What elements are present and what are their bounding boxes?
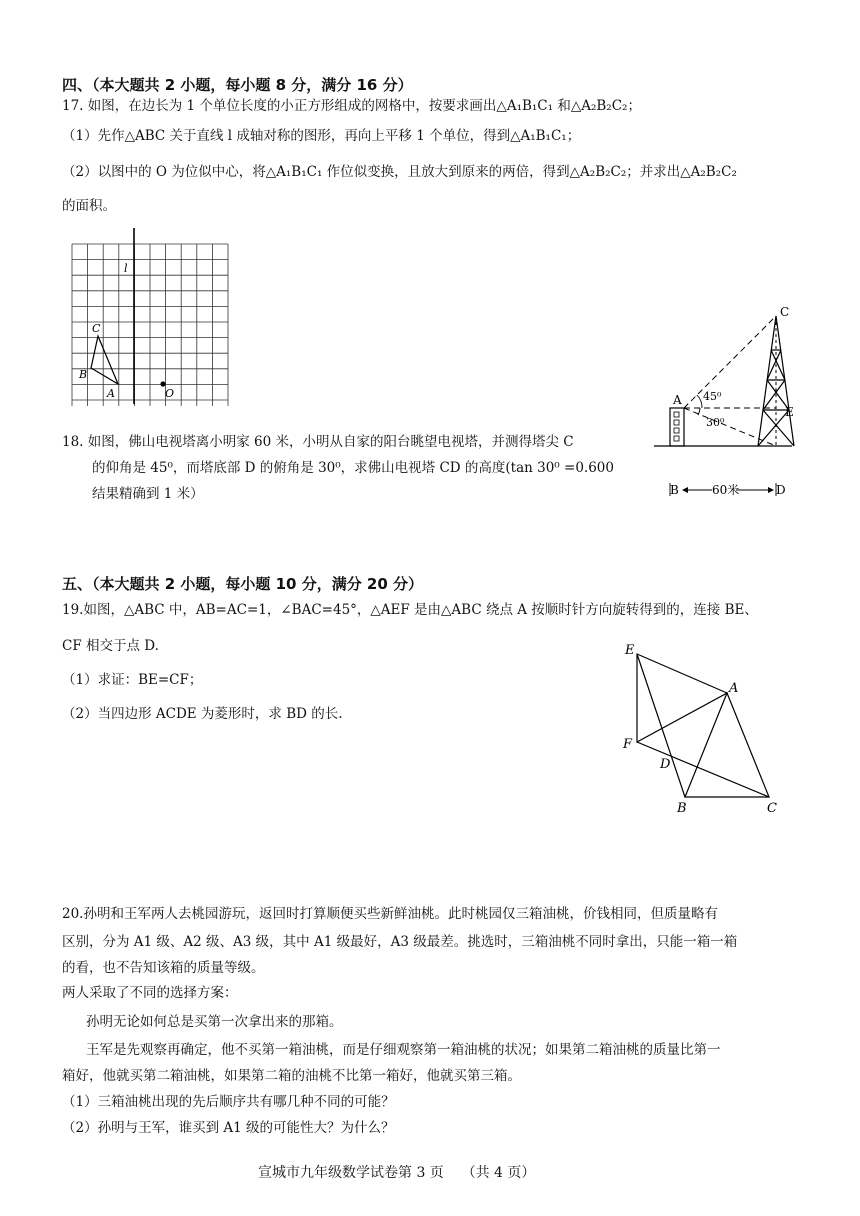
q18-line2: 的仰角是 45⁰，而塔底部 D 的俯角是 30⁰，求佛山电视塔 CD 的高度(tan 30⁰ =0.600: [92, 460, 614, 476]
q20-line1: 20.孙明和王军两人去桃园游玩，返回时打算顺便买些新鲜油桃。此时桃园仅三箱油桃，价钱相同，但质量略有: [62, 906, 718, 922]
label-b: B: [670, 483, 679, 497]
point-o: [160, 381, 165, 386]
q19-part2: （2）当四边形 ACDE 为菱形时，求 BD 的长.: [62, 706, 343, 722]
q20-line4: 两人采取了不同的选择方案：: [62, 985, 238, 1001]
q20-part2: （2）孙明与王军，谁买到 A1 级的可能性大？为什么？: [62, 1120, 395, 1136]
q19-triangle-figure: [615, 638, 790, 818]
q19-line1: 19.如图，△ABC 中，AB=AC=1，∠BAC=45°，△AEF 是由△ABC 绕点 A 按顺时针方向旋转得到的，连接 BE、: [62, 602, 758, 618]
q17-line1: 17. 如图，在边长为 1 个单位长度的小正方形组成的网格中，按要求画出△A₁B₁C₁ 和△A₂B₂C₂；: [62, 98, 641, 114]
label-b: B: [677, 801, 687, 816]
q17-part2b: 的面积。: [62, 198, 116, 214]
label-c: C: [767, 801, 777, 816]
section4-heading: 四、（本大题共 2 小题，每小题 8 分，满分 16 分）: [62, 76, 413, 94]
q20-line5: 孙明无论如何总是买第一次拿出来的那箱。: [86, 1014, 343, 1030]
q20-line7: 箱好，他就买第二箱油桃，如果第二箱的油桃不比第一箱好，他就买第三箱。: [62, 1068, 521, 1084]
distance-label: 60米: [712, 483, 740, 497]
q17-part1: （1）先作△ABC 关于直线 l 成轴对称的图形，再向上平移 1 个单位，得到△A₁B₁C₁；: [62, 128, 581, 144]
label-d: D: [660, 757, 671, 772]
section5-heading: 五、（本大题共 2 小题，每小题 10 分，满分 20 分）: [62, 575, 424, 593]
label-f: F: [623, 737, 633, 752]
q17-part2a: （2）以图中的 O 为位似中心，将△A₁B₁C₁ 作位似变换，且放大到原来的两倍，得到△A₂B₂C₂；并求出△A₂B₂C₂: [62, 164, 737, 180]
label-c: C: [780, 305, 790, 319]
label-a: A: [729, 681, 739, 696]
label-e: E: [625, 643, 635, 658]
label-c: C: [92, 322, 101, 335]
triangle-abc: [91, 336, 118, 384]
q20-line3: 的看，也不告知该箱的质量等级。: [62, 960, 265, 976]
q18-line3: 结果精确到 1 米）: [92, 486, 204, 502]
q18-line1: 18. 如图，佛山电视塔离小明家 60 米，小明从自家的阳台眺望电视塔，并测得塔尖 C: [62, 434, 574, 450]
angle-45: 45⁰: [703, 390, 722, 403]
label-o: O: [165, 387, 175, 400]
q19-line2: CF 相交于点 D.: [62, 638, 159, 654]
label-d: D: [776, 483, 786, 497]
label-b: B: [79, 368, 88, 381]
house: [670, 408, 684, 446]
label-a: A: [673, 393, 682, 407]
label-a: A: [107, 387, 115, 400]
q18-tower-figure: [640, 300, 810, 505]
angle-30: 30⁰: [706, 416, 725, 429]
q20-part1: （1）三箱油桃出现的先后顺序共有哪几种不同的可能？: [62, 1094, 395, 1110]
q20-line6: 王军是先观察再确定，他不买第一箱油桃，而是仔细观察第一箱油桃的状况；如果第二箱油桃的质量比第一: [86, 1042, 721, 1058]
triangle-aef: [637, 654, 727, 742]
label-e: E: [785, 405, 794, 419]
page-footer: 宣城市九年级数学试卷第 3 页 （共 4 页）: [258, 1165, 536, 1181]
q17-grid-figure: [70, 228, 240, 406]
q20-line2: 区别，分为 A1 级、A2 级、A3 级，其中 A1 级最好，A3 级最差。挑选时，三箱油桃不同时拿出，只能一箱一箱: [62, 934, 738, 950]
q19-part1: （1）求证：BE=CF；: [62, 672, 203, 688]
label-l: l: [124, 262, 128, 275]
